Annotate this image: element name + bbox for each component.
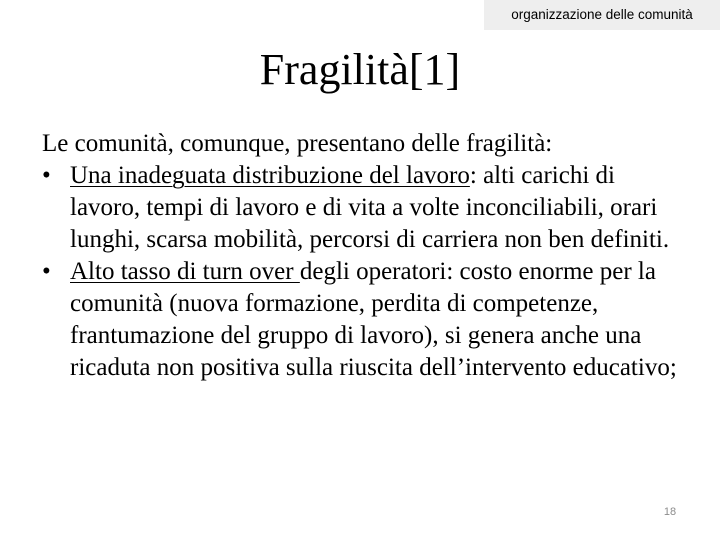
slide-title: Fragilità[1] — [259, 45, 461, 94]
section-tag: organizzazione delle comunità — [484, 0, 720, 30]
intro-text: Le comunità, comunque, presentano delle fragilità: — [42, 130, 553, 157]
bullet-item-turnover — [42, 256, 682, 384]
bullet-marker: • — [42, 162, 51, 189]
page-number: 18 — [663, 506, 677, 518]
bullet-text: degli operatori: costo enorme per la comunità (nuova formazione, perdita di competenze, frantumazione del gruppo di lavoro), si genera anche una ricaduta non positiva sulla riuscita dell’intervento educativo; — [70, 258, 677, 381]
bullet-heading: Alto tasso di turn over — [70, 258, 300, 285]
slide-body — [42, 128, 682, 384]
bullet-text: : alti carichi di lavoro, tempi di lavoro e di vita a volte inconciliabili, orari lunghi, scarsa mobilità, percorsi di carriera non ben definiti. — [70, 162, 670, 253]
bullet-heading: Una inadeguata distribuzione del lavoro — [70, 162, 470, 189]
bullet-marker: • — [42, 258, 51, 285]
bullet-item-workload — [42, 160, 682, 256]
